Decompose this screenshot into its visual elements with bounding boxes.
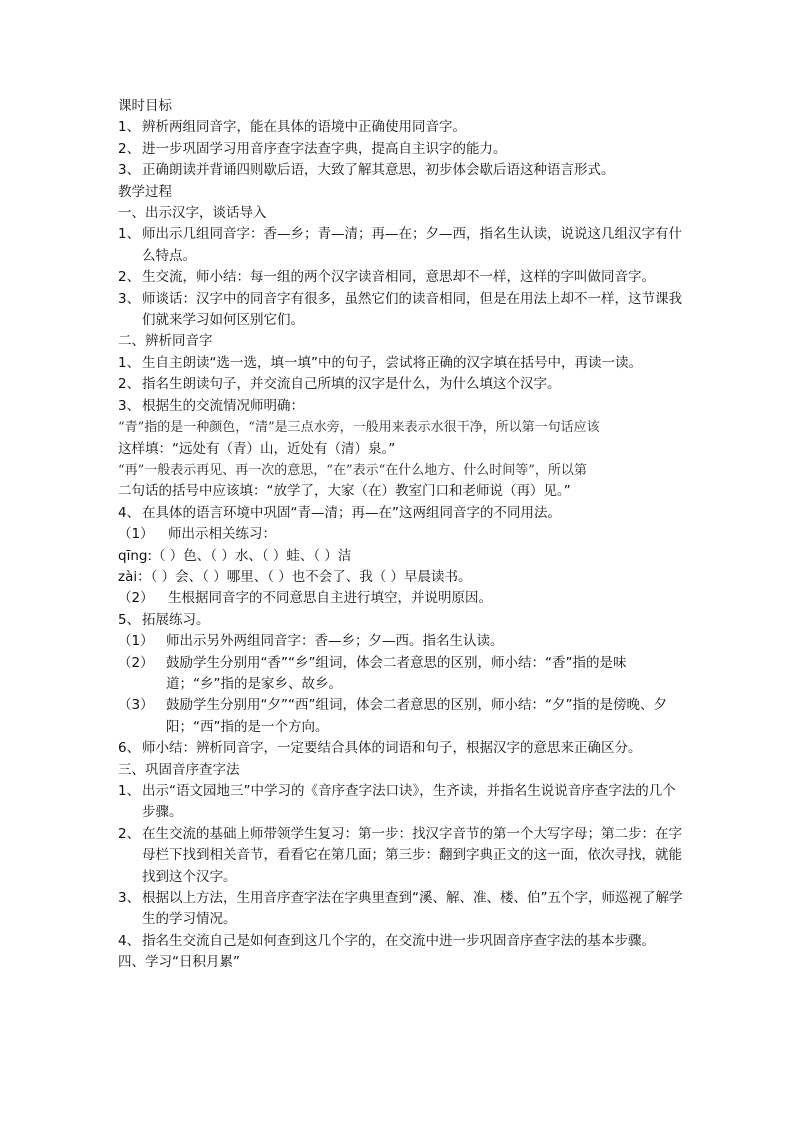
item-number: 1、 — [118, 226, 141, 243]
step-item — [118, 267, 683, 288]
item-number: （3） — [118, 697, 154, 714]
sub-item — [118, 631, 683, 652]
section-title-process: 教学过程 — [118, 183, 172, 200]
item-number: 6、 — [118, 740, 141, 757]
step-item — [118, 931, 683, 952]
item-text: 生交流，师小结：每一组的两个汉字读音相同，意思却不一样，这样的字叫做同音字。 — [142, 269, 655, 286]
explanation-line: “再”一般表示再见、再一次的意思，“在”表示“在什么地方、什么时间等”，所以第 — [118, 462, 587, 478]
item-number: 5、 — [118, 611, 141, 628]
item-text: 在具体的语言环境中巩固“青—清；再—在”这两组同音字的不同用法。 — [142, 504, 561, 521]
sub-item — [118, 653, 683, 696]
item-number: 2、 — [118, 269, 141, 286]
part-heading: 一、出示汉字，谈话导入 — [118, 205, 267, 222]
item-number: 2、 — [118, 376, 141, 393]
item-number: 1、 — [118, 783, 141, 799]
item-text: 生自主朗读“选一选，填一填”中的句子，尝试将正确的汉字填在括号中，再读一读。 — [142, 354, 642, 371]
explanation-line: “青”指的是一种颜色，“清”是三点水旁，一般用来表示水很干净，所以第一句话应该 — [118, 420, 600, 436]
item-number: 3、 — [118, 162, 141, 179]
item-number: （1） — [118, 633, 154, 650]
item-number: 4、 — [118, 932, 141, 949]
item-text: 师出示几组同音字：香—乡；青—清；再—在；夕—西，指名生认读，说说这几组汉字有什么特点。 — [142, 226, 682, 264]
item-text: 根据以上方法，生用音序查字法在字典里查到“溪、解、准、楼、伯”五个字，师巡视了解学生的学习情况。 — [142, 890, 683, 928]
explanation-line: 二句话的括号中应该填：“放学了，大家（在）教室门口和老师说（再）见。” — [118, 483, 571, 500]
item-number: （2） — [118, 654, 154, 671]
lesson-plan-content — [118, 96, 683, 974]
step-item — [118, 824, 683, 888]
item-text: 在生交流的基础上师带领学生复习：第一步：找汉字音节的第一个大写字母；第二步：在字母栏下找到相关音节，看看它在第几面；第三步：翻到字典正文的这一面，依次寻找，就能找到这个汉字。 — [142, 825, 682, 885]
item-number: 2、 — [118, 825, 141, 842]
item-text: 师小结：辨析同音字，一定要结合具体的词语和句子，根据汉字的意思来正确区分。 — [142, 740, 642, 757]
part-heading: 二、辨析同音字 — [118, 333, 213, 350]
item-text: 根据生的交流情况师明确： — [142, 397, 304, 414]
item-text: 辨析两组同音字，能在具体的语境中正确使用同音字。 — [142, 119, 466, 136]
item-number: 1、 — [118, 119, 141, 136]
step-item — [118, 396, 683, 417]
item-text: 拓展练习。 — [142, 611, 210, 628]
item-text: 出示“语文园地三”中学习的《音序查字法口诀》，生齐读，并指名生说说音序查字法的几个步骤。 — [142, 783, 676, 821]
sub-item — [118, 524, 683, 545]
step-item — [118, 374, 683, 395]
step-item — [118, 610, 683, 631]
item-number: 4、 — [118, 504, 141, 521]
item-text: 师谈话：汉字中的同音字有很多，虽然它们的读音相同，但是在用法上却不一样，这节课我们就来学习如何区别它们。 — [142, 290, 682, 329]
item-text: 鼓励学生分别用“香”“乡”组词，体会二者意思的区别，师小结：“香”指的是味道；“乡”指的是家乡、故乡。 — [166, 654, 627, 692]
item-number: 3、 — [118, 290, 141, 307]
explanation-line: 这样填：“远处有（青）山，近处有（清）泉。” — [118, 440, 396, 457]
part-heading: 四、学习“日积月累” — [118, 954, 240, 971]
item-number: （2） — [118, 590, 154, 607]
step-item — [118, 224, 683, 267]
item-text: 师出示另外两组同音字：香—乡；夕—西。指名生认读。 — [166, 633, 504, 650]
item-text: 师出示相关练习： — [168, 526, 276, 543]
exercise-line-zai: zài：（ ）会、（ ）哪里、（ ）也不会了、我（ ）早晨读书。 — [118, 568, 472, 585]
objective-item — [118, 139, 683, 160]
item-text: 正确朗读并背诵四则歇后语，大致了解其意思，初步体会歇后语这种语言形式。 — [142, 162, 615, 179]
step-item — [118, 781, 683, 824]
item-number: 3、 — [118, 397, 141, 414]
sub-item — [118, 695, 683, 738]
step-item — [118, 738, 683, 759]
item-text: 进一步巩固学习用音序查字法查字典，提高自主识字的能力。 — [142, 140, 507, 157]
step-item — [118, 289, 683, 332]
exercise-line-qing: qīng:（ ）色、（ ）水、（ ）蛙、（ ）洁 — [118, 547, 352, 564]
item-text: 生根据同音字的不同意思自主进行填空，并说明原因。 — [168, 590, 492, 607]
item-number: 3、 — [118, 890, 141, 907]
step-item — [118, 353, 683, 374]
objective-item — [118, 117, 683, 138]
step-item — [118, 888, 683, 931]
objective-item — [118, 160, 683, 181]
item-number: （1） — [118, 526, 154, 543]
item-text: 指名生朗读句子，并交流自己所填的汉字是什么，为什么填这个汉字。 — [142, 376, 561, 393]
part-heading: 三、巩固音序查字法 — [118, 761, 240, 778]
item-number: 1、 — [118, 354, 141, 371]
item-number: 2、 — [118, 140, 141, 157]
step-item — [118, 503, 683, 524]
item-text: 鼓励学生分别用“夕”“西”组词，体会二者意思的区别，师小结：“夕”指的是傍晚、夕阳；“西”指的是一个方向。 — [166, 697, 667, 735]
sub-item — [118, 588, 683, 609]
item-text: 指名生交流自己是如何查到这几个字的，在交流中进一步巩固音序查字法的基本步骤。 — [142, 932, 655, 949]
section-title-objectives: 课时目标 — [118, 98, 172, 114]
